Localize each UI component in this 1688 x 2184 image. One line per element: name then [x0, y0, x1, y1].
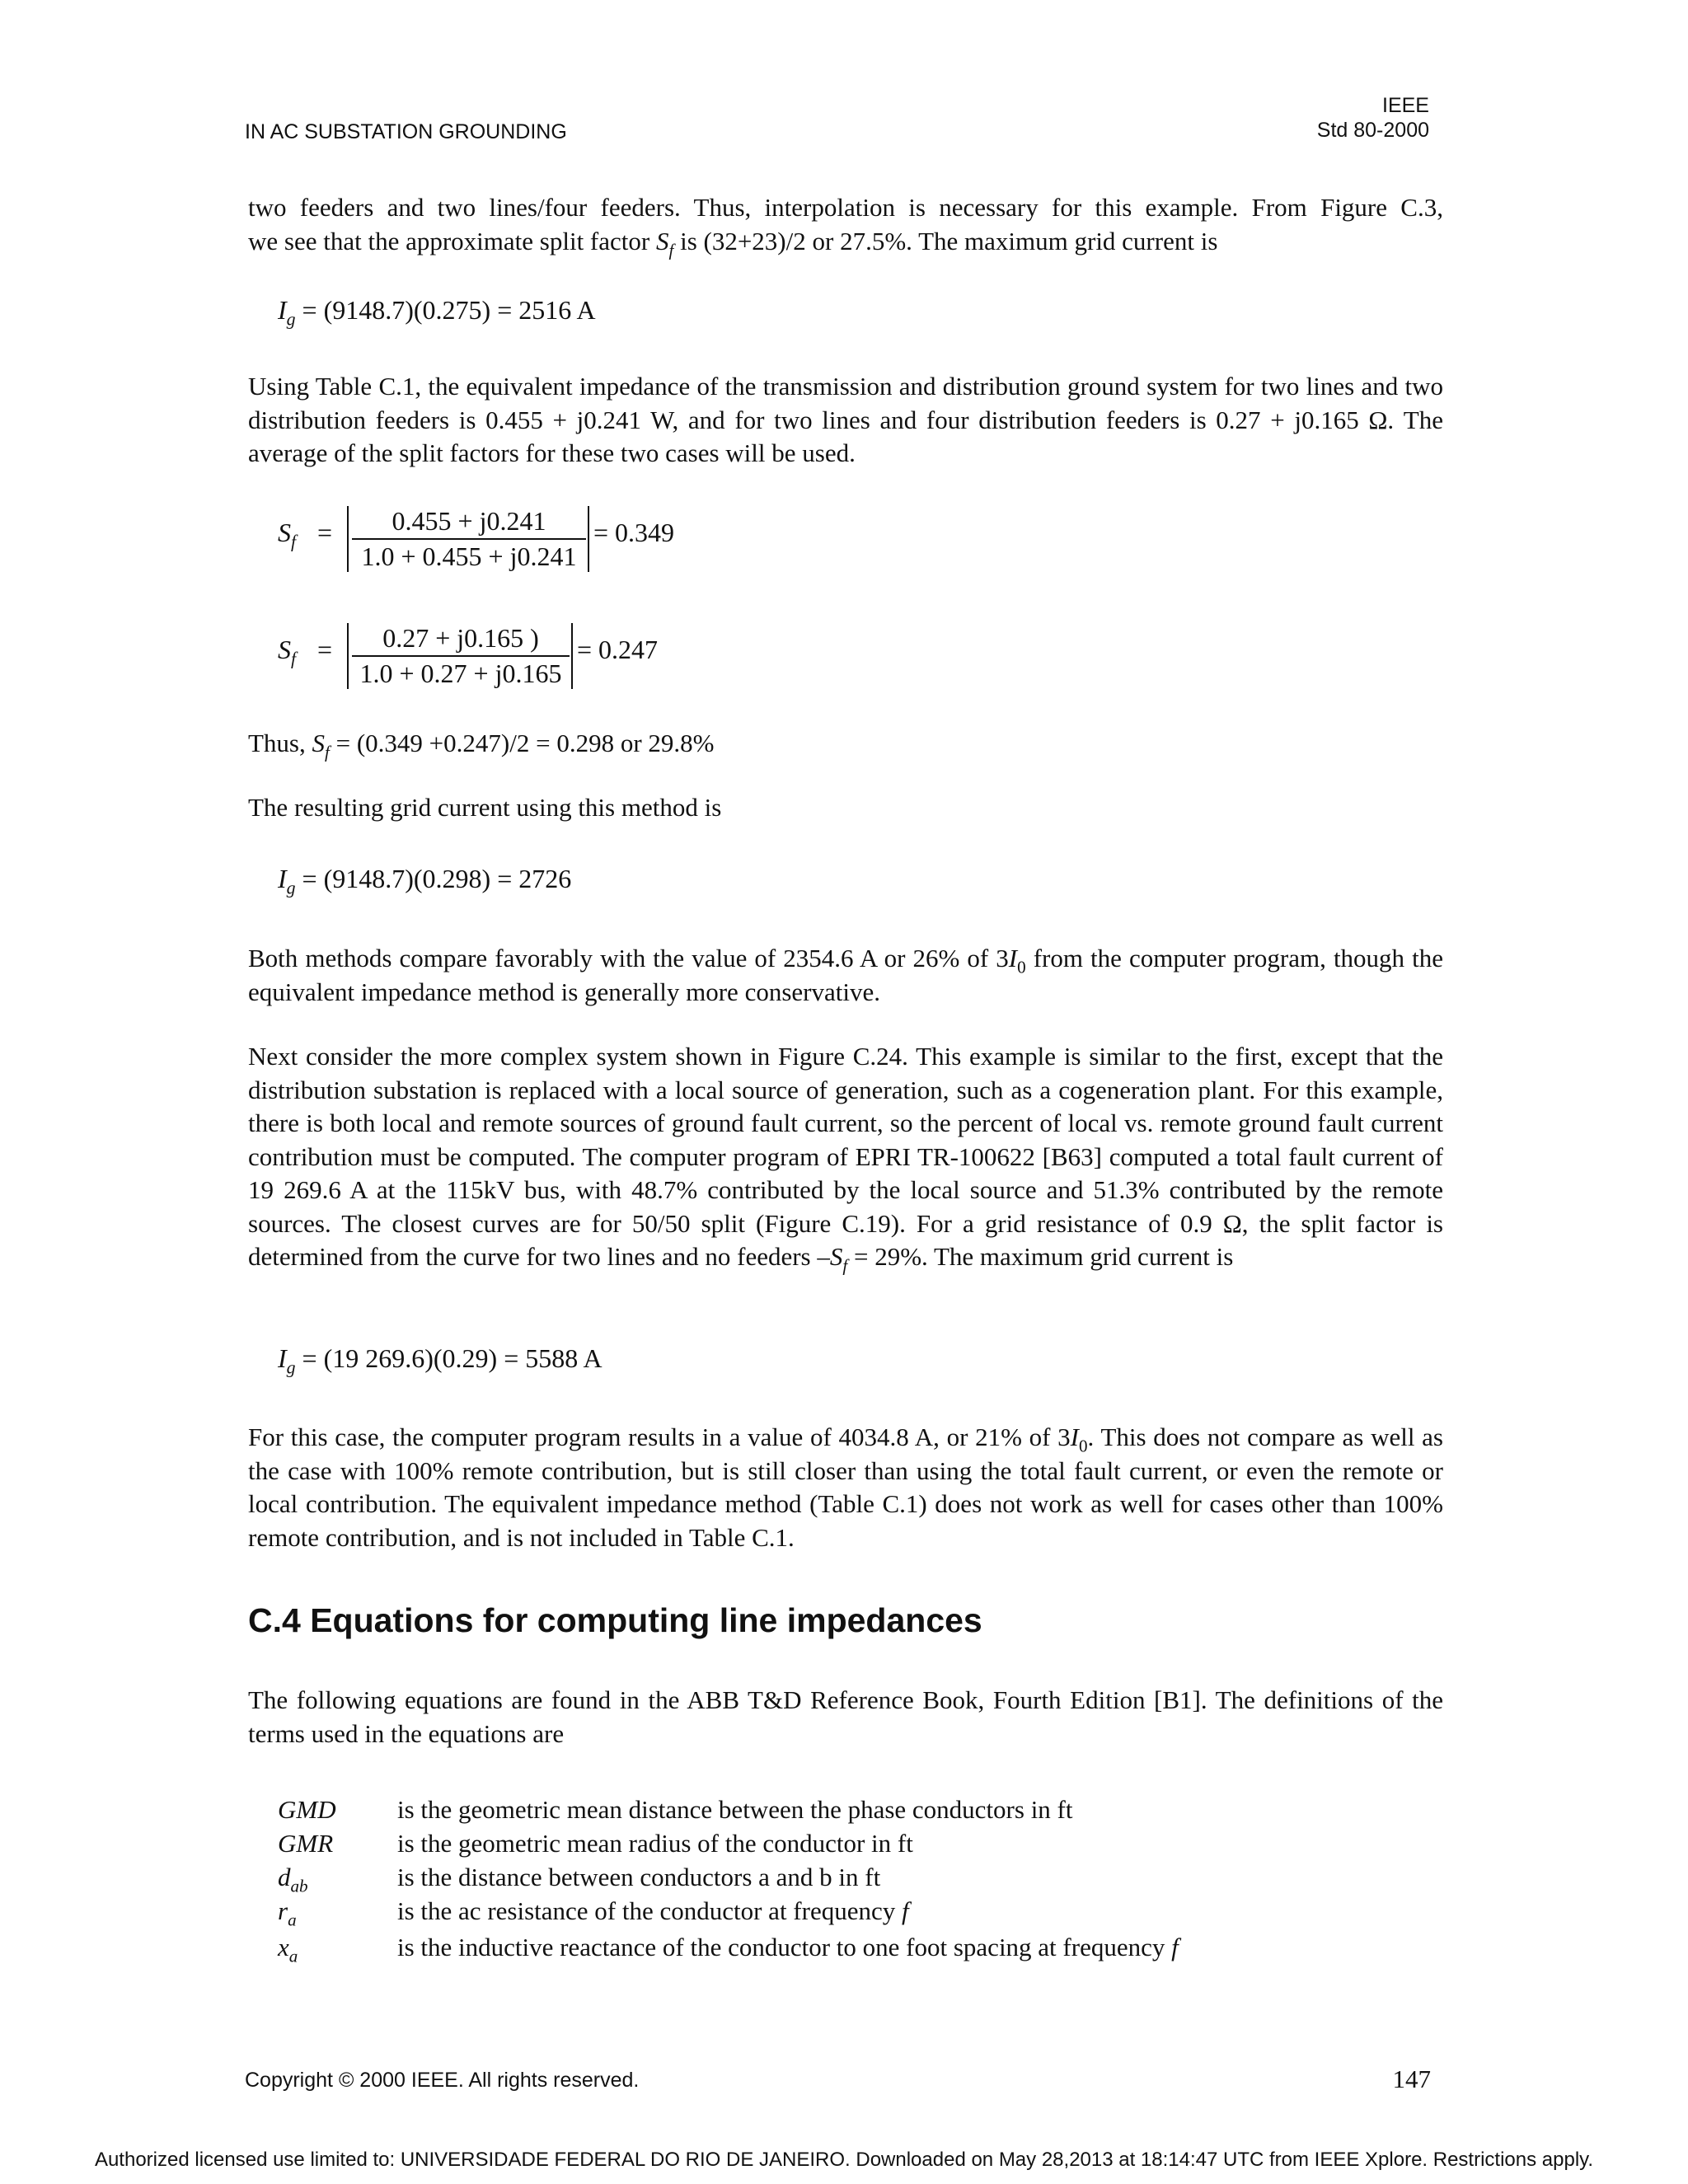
abs-bar-right	[588, 506, 589, 572]
definition-symbol: $x_a$	[278, 1933, 298, 1966]
para1-line1: two feeders and two lines/four feeders. Thus, interpolation is necessary for this example. From Figure C.3,	[248, 193, 1443, 222]
numerator: 0.455 + j0.241	[352, 506, 586, 540]
definition-symbol: GMR	[278, 1829, 334, 1858]
denominator: 1.0 + 0.27 + j0.165	[359, 658, 562, 688]
definition-description: is the geometric mean radius of the conductor in ft	[397, 1829, 913, 1858]
definition-description: is the inductive reactance of the conductor to one foot spacing at frequency f	[397, 1933, 1179, 1961]
paragraph-table-c1: Using Table C.1, the equivalent impedance of the transmission and distribution ground system for two lines and two distribution feeders is 0.455 + j0.241 W, and for two lines and four distribution feeders is 0.27 + j0.165 Ω. The average of the split factors for these two cases will be used.	[248, 372, 1443, 467]
equation-grid-current-2: $I_g = (9148.7)(0.298) = 2726$	[278, 864, 572, 898]
paragraph-average-split: Thus, $S_f = (0.349 +0.247)/2 = 0.298$ or 29.8%	[248, 729, 715, 762]
definition-description: is the distance between conductors a and b in ft	[397, 1863, 881, 1891]
equation-split-factor-2-label: $S_f$ =	[278, 635, 333, 669]
definition-symbol: GMD	[278, 1795, 336, 1824]
abs-bar-left	[347, 506, 349, 572]
page-number: 147	[1392, 2064, 1431, 2093]
definition-symbol: $d_{ab}$	[278, 1863, 308, 1896]
fraction-split-factor-2	[352, 623, 570, 689]
paragraph-case-results: For this case, the computer program results in a value of 4034.8 A, or 21% of $3I_0$. This does not compare as well as the case with 100% remote contribution, but is still closer than using the total fault current, or even the remote or local contribution. The equivalent impedance method (Table C.1) does not work as well for cases other than 100% remote contribution, and is not included in Table C.1.	[248, 1422, 1443, 1552]
running-header-title: IN AC SUBSTATION GROUNDING	[245, 120, 567, 143]
standard-label	[1317, 93, 1429, 143]
definition-description: is the ac resistance of the conductor at frequency f	[397, 1896, 909, 1925]
fraction-split-factor-1	[352, 506, 586, 572]
license-notice: Authorized licensed use limited to: UNIVERSIDADE FEDERAL DO RIO DE JANEIRO. Downloaded on May 28,2013 at 18:14:47 UTC from IEEE Xplore. Restrictions apply.	[94, 2149, 1594, 2171]
section-heading: C.4 Equations for computing line impedances	[248, 1601, 982, 1639]
paragraph-interpolation	[248, 191, 1443, 258]
paragraph-complex-system: Next consider the more complex system shown in Figure C.24. This example is similar to the first, except that the distribution substation is replaced with a local source of generation, such as a cogeneration plant. For this example, there is both local and remote sources of ground fault current, so the percent of local vs. remote ground fault current contribution must be computed. The computer program of EPRI TR-100622 [B63] computed a total fault current of 19 269.6 A at the 115kV bus, with 48.7% contributed by the local source and 51.3% contributed by the remote sources. The closest curves are for 50/50 split (Figure C.19). For a grid resistance of 0.9 Ω, the split factor is determined from the curve for two lines and no feeders $-S_f = 29\%$. The maximum grid current is	[248, 1042, 1443, 1276]
denominator: 1.0 + 0.455 + j0.241	[361, 541, 577, 571]
paragraph-definitions-intro: The following equations are found in the ABB T&D Reference Book, Fourth Edition [B1]. The definitions of the terms used in the equations are	[248, 1685, 1443, 1748]
standard-number: Std 80-2000	[1316, 119, 1429, 142]
equation-grid-current-1: $I_g = (9148.7)(0.275) = 2516$ A	[278, 295, 596, 330]
split-factor-2-result: = 0.247	[577, 635, 659, 664]
paragraph-method-comparison: Both methods compare favorably with the value of 2354.6 A or 26% of $3I_0$ from the computer program, though the equivalent impedance method is generally more conservative.	[248, 944, 1443, 1006]
paragraph-resulting-current: The resulting grid current using this method is	[248, 793, 722, 822]
copyright-notice: Copyright © 2000 IEEE. All rights reserved.	[245, 2069, 640, 2092]
abs-bar-right	[571, 623, 573, 689]
split-factor-1-result: = 0.349	[593, 518, 675, 547]
para1-line2: we see that the approximate split factor $S_f$ is (32+23)/2 or 27.5%. The maximum grid current is	[248, 226, 1218, 260]
equation-grid-current-3: $I_g = (19$ 269.6)(0.29) = 5588 A	[278, 1343, 603, 1378]
equation-split-factor-1-label: $S_f$ =	[278, 518, 333, 552]
standard-org: IEEE	[1382, 94, 1429, 117]
numerator: 0.27 + j0.165 )	[352, 623, 570, 657]
abs-bar-left	[347, 623, 349, 689]
definition-description: is the geometric mean distance between the phase conductors in ft	[397, 1795, 1073, 1824]
definition-symbol: $r_a$	[278, 1896, 297, 1930]
